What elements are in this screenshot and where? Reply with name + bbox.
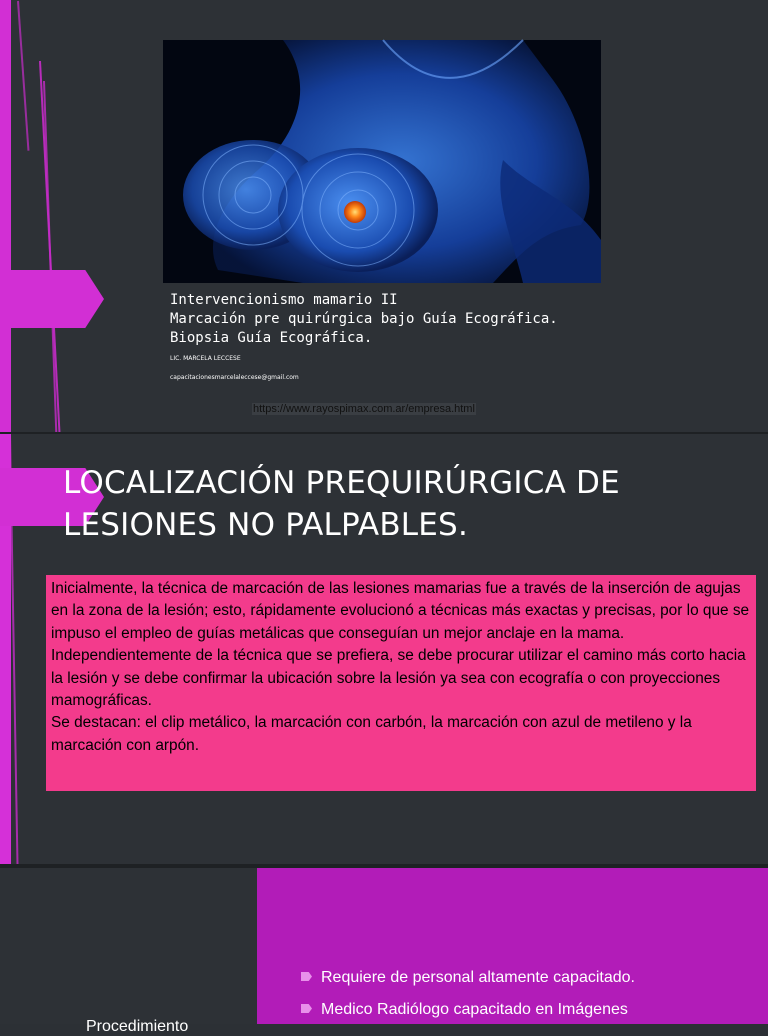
presentation-title-line-2: Marcación pre quirúrgica bajo Guía Ecográfica. — [170, 311, 558, 327]
bullet-text: Requiere de personal altamente capacitado. — [321, 969, 635, 986]
bullet-item — [301, 1000, 628, 1020]
author-email[interactable]: capacitacionesmarcelaleccese@gmail.com — [170, 374, 299, 381]
slide-1 — [0, 0, 768, 432]
author-name: LIC. MARCELA LECCESE — [170, 355, 241, 362]
decorative-line — [17, 1, 29, 151]
paragraph-1: Inicialmente, la técnica de marcación de las lesiones mamarias fue a través de la inserción de agujas en la zona de la lesión; esto, rápidamente evolucionó a técnicas más exactas y precisas, por lo que se impuso el empleo de guías metálicas que conseguían un mejor anclaje en la mama. — [51, 580, 750, 642]
website-link[interactable]: https://www.rayospimax.com.ar/empresa.html — [253, 403, 475, 415]
arrow-bullet-icon — [301, 1004, 312, 1013]
presentation-title-line-3: Biopsia Guía Ecográfica. — [170, 330, 373, 346]
slide-3 — [0, 868, 768, 1035]
anatomy-image — [163, 40, 601, 283]
paragraph-2: Independientemente de la técnica que se prefiera, se debe procurar utilizar el camino más corto hacia la lesión y se debe confirmar la ubicación sobre la lesión ya sea con ecografía o con proyecciones mamográficas. — [51, 647, 746, 710]
decorative-line — [43, 81, 58, 441]
presentation-title-line-1: Intervencionismo mamario II — [170, 292, 398, 308]
bullet-item — [301, 968, 635, 988]
bullet-text: Medico Radiólogo capacitado en Imágenes — [321, 1001, 628, 1018]
accent-arrow — [0, 270, 104, 328]
slide-3-left-text: Procedimiento — [86, 1018, 189, 1035]
accent-bar — [0, 0, 11, 432]
arrow-bullet-icon — [301, 972, 312, 981]
content-text-box — [46, 575, 756, 791]
slide-2 — [0, 434, 768, 864]
paragraph-3: Se destacan: el clip metálico, la marcación con carbón, la marcación con azul de metileno y la marcación con arpón. — [51, 714, 692, 754]
slide-heading: LOCALIZACIÓN PREQUIRÚRGICA DE LESIONES NO PALPABLES. — [63, 465, 620, 543]
